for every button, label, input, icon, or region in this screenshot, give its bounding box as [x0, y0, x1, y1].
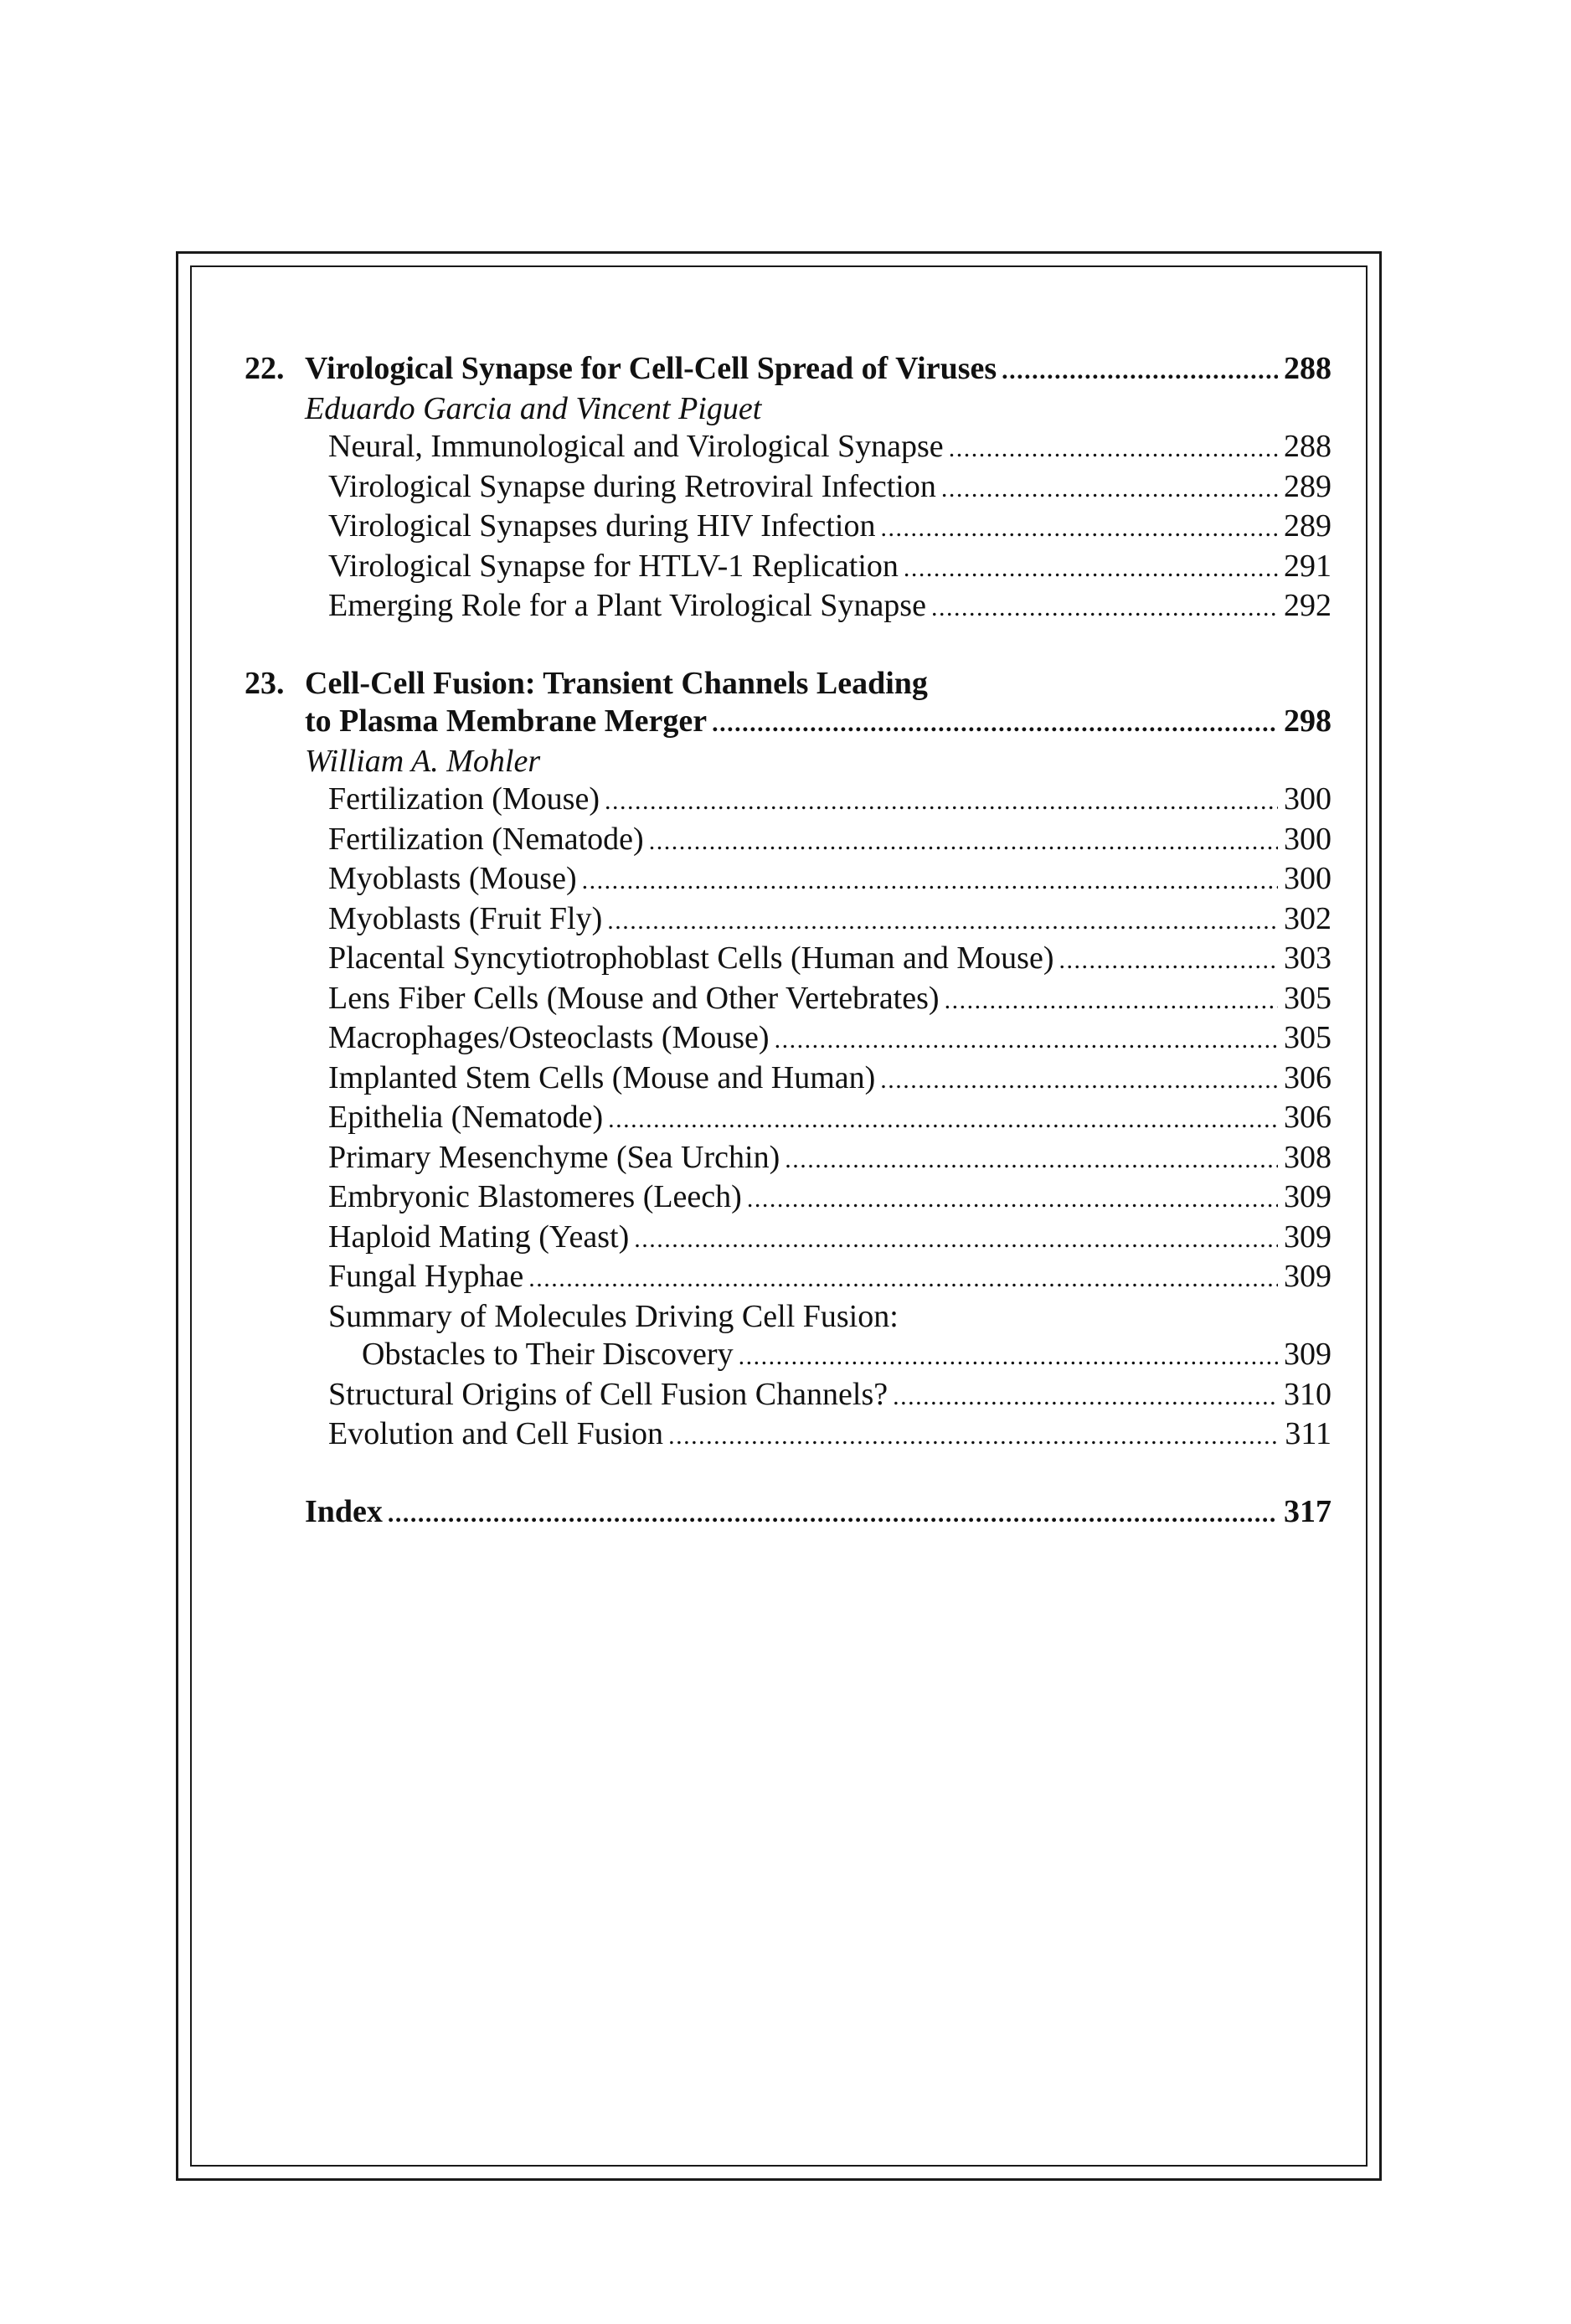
dot-leader	[528, 1258, 1278, 1298]
toc-entry[interactable]	[328, 1178, 1331, 1219]
entry-label: Myoblasts (Fruit Fly)	[328, 900, 603, 936]
toc-entry[interactable]	[328, 1415, 1331, 1456]
page-number: 311	[1285, 1416, 1331, 1451]
page-number: 300	[1284, 821, 1331, 857]
summary-entry-line-1[interactable]: Summary of Molecules Driving Cell Fusion:	[328, 1298, 899, 1334]
page-number: 305	[1284, 980, 1331, 1016]
page-number: 300	[1284, 781, 1331, 817]
chapter-title-line-2: to Plasma Membrane Merger	[305, 703, 708, 739]
toc-entry[interactable]	[328, 980, 1331, 1020]
toc-entry[interactable]	[328, 1059, 1331, 1100]
dot-leader	[1058, 940, 1278, 980]
entry-label: Neural, Immunological and Virological Synapse	[328, 429, 944, 464]
entry-label: Epithelia (Nematode)	[328, 1100, 604, 1135]
page-number: 289	[1284, 508, 1331, 544]
entry-label: Virological Synapse during Retroviral Infection	[328, 468, 936, 504]
page-number: 308	[1284, 1139, 1331, 1175]
entry-label: Emerging Role for a Plant Virological Synapse	[328, 588, 926, 623]
entry-label: Embryonic Blastomeres (Leech)	[328, 1179, 742, 1214]
toc-entry[interactable]	[328, 860, 1331, 900]
toc-entry[interactable]	[328, 1019, 1331, 1059]
page-number: 298	[1284, 703, 1331, 739]
chapter-title-row[interactable]	[305, 350, 1331, 390]
page-number: 305	[1284, 1020, 1331, 1055]
entry-label: Fertilization (Mouse)	[328, 781, 600, 817]
page-number: 310	[1284, 1376, 1331, 1412]
dot-leader	[941, 468, 1278, 508]
page-number: 291	[1284, 548, 1331, 584]
entry-label: Fertilization (Nematode)	[328, 821, 644, 857]
dot-leader	[712, 703, 1278, 743]
page-number: 306	[1284, 1100, 1331, 1135]
chapter-title: Virological Synapse for Cell-Cell Spread of Viruses	[305, 351, 997, 386]
dot-leader	[945, 980, 1278, 1020]
page-number: 289	[1284, 468, 1331, 504]
dot-leader	[949, 428, 1278, 468]
entry-label: Haploid Mating (Yeast)	[328, 1219, 630, 1255]
page-number: 306	[1284, 1059, 1331, 1095]
page-number: 309	[1284, 1337, 1331, 1372]
page-number: 309	[1284, 1259, 1331, 1294]
dot-leader	[608, 1099, 1278, 1139]
toc-entry[interactable]	[328, 1258, 1331, 1298]
toc-entry[interactable]	[328, 781, 1331, 821]
toc-entry[interactable]	[328, 1099, 1331, 1139]
toc-entry[interactable]	[328, 1376, 1331, 1416]
index-entry[interactable]	[305, 1493, 1331, 1533]
toc-entry[interactable]	[362, 1336, 1331, 1376]
dot-leader	[607, 900, 1278, 940]
chapter-23	[226, 665, 1331, 1456]
entry-label: Fungal Hyphae	[328, 1259, 524, 1294]
page-number: 309	[1284, 1179, 1331, 1214]
toc-entry[interactable]	[328, 1219, 1331, 1259]
entry-label: Lens Fiber Cells (Mouse and Other Vertebrates)	[328, 980, 940, 1016]
chapter-22	[226, 350, 1331, 627]
toc-entry[interactable]	[328, 587, 1331, 627]
entry-label: Implanted Stem Cells (Mouse and Human)	[328, 1059, 876, 1095]
entry-label: Placental Syncytiotrophoblast Cells (Human and Mouse)	[328, 940, 1054, 976]
dot-leader	[1002, 350, 1278, 390]
toc-entry[interactable]	[328, 900, 1331, 940]
chapter-title-line-1[interactable]: Cell-Cell Fusion: Transient Channels Leading	[305, 665, 928, 701]
toc-entry[interactable]	[328, 428, 1331, 468]
index-label: Index	[305, 1493, 383, 1529]
dot-leader	[634, 1219, 1278, 1259]
page-number: 300	[1284, 861, 1331, 896]
entry-label: Obstacles to Their Discovery	[362, 1337, 734, 1372]
toc-entry[interactable]	[328, 548, 1331, 588]
chapter-author: William A. Mohler	[305, 743, 541, 779]
page-number: 288	[1284, 351, 1331, 386]
entry-label: Evolution and Cell Fusion	[328, 1416, 664, 1451]
page-number: 302	[1284, 900, 1331, 936]
entry-label: Structural Origins of Cell Fusion Channels?	[328, 1376, 889, 1412]
toc-entry[interactable]	[328, 1139, 1331, 1179]
page-number: 303	[1284, 940, 1331, 976]
dot-leader	[931, 587, 1278, 627]
toc-entry[interactable]	[328, 940, 1331, 980]
page-number: 309	[1284, 1219, 1331, 1255]
chapter-title-row[interactable]	[305, 703, 1331, 743]
chapter-number: 23.	[245, 665, 285, 701]
dot-leader	[880, 508, 1278, 548]
dot-leader	[880, 1059, 1278, 1100]
toc-entry[interactable]	[328, 508, 1331, 548]
entry-label: Virological Synapse for HTLV-1 Replication	[328, 548, 899, 584]
dot-leader	[785, 1139, 1278, 1179]
chapter-author: Eduardo Garcia and Vincent Piguet	[305, 390, 762, 426]
chapter-number: 22.	[245, 351, 285, 386]
toc-entry[interactable]	[328, 821, 1331, 861]
toc-entry[interactable]	[328, 468, 1331, 508]
dot-leader	[747, 1178, 1278, 1219]
page-number: 292	[1284, 588, 1331, 623]
dot-leader	[893, 1376, 1278, 1416]
entry-label: Myoblasts (Mouse)	[328, 861, 577, 896]
dot-leader	[388, 1493, 1278, 1533]
table-of-contents	[226, 350, 1331, 1533]
dot-leader	[605, 781, 1278, 821]
page-number: 317	[1284, 1493, 1331, 1529]
dot-leader	[904, 548, 1278, 588]
entry-label: Macrophages/Osteoclasts (Mouse)	[328, 1020, 770, 1055]
dot-leader	[582, 860, 1278, 900]
dot-leader	[739, 1336, 1278, 1376]
dot-leader	[668, 1415, 1278, 1456]
page-number: 288	[1284, 429, 1331, 464]
entry-label: Virological Synapses during HIV Infection	[328, 508, 876, 544]
dot-leader	[649, 821, 1278, 861]
dot-leader	[775, 1019, 1278, 1059]
entry-label: Primary Mesenchyme (Sea Urchin)	[328, 1139, 780, 1175]
